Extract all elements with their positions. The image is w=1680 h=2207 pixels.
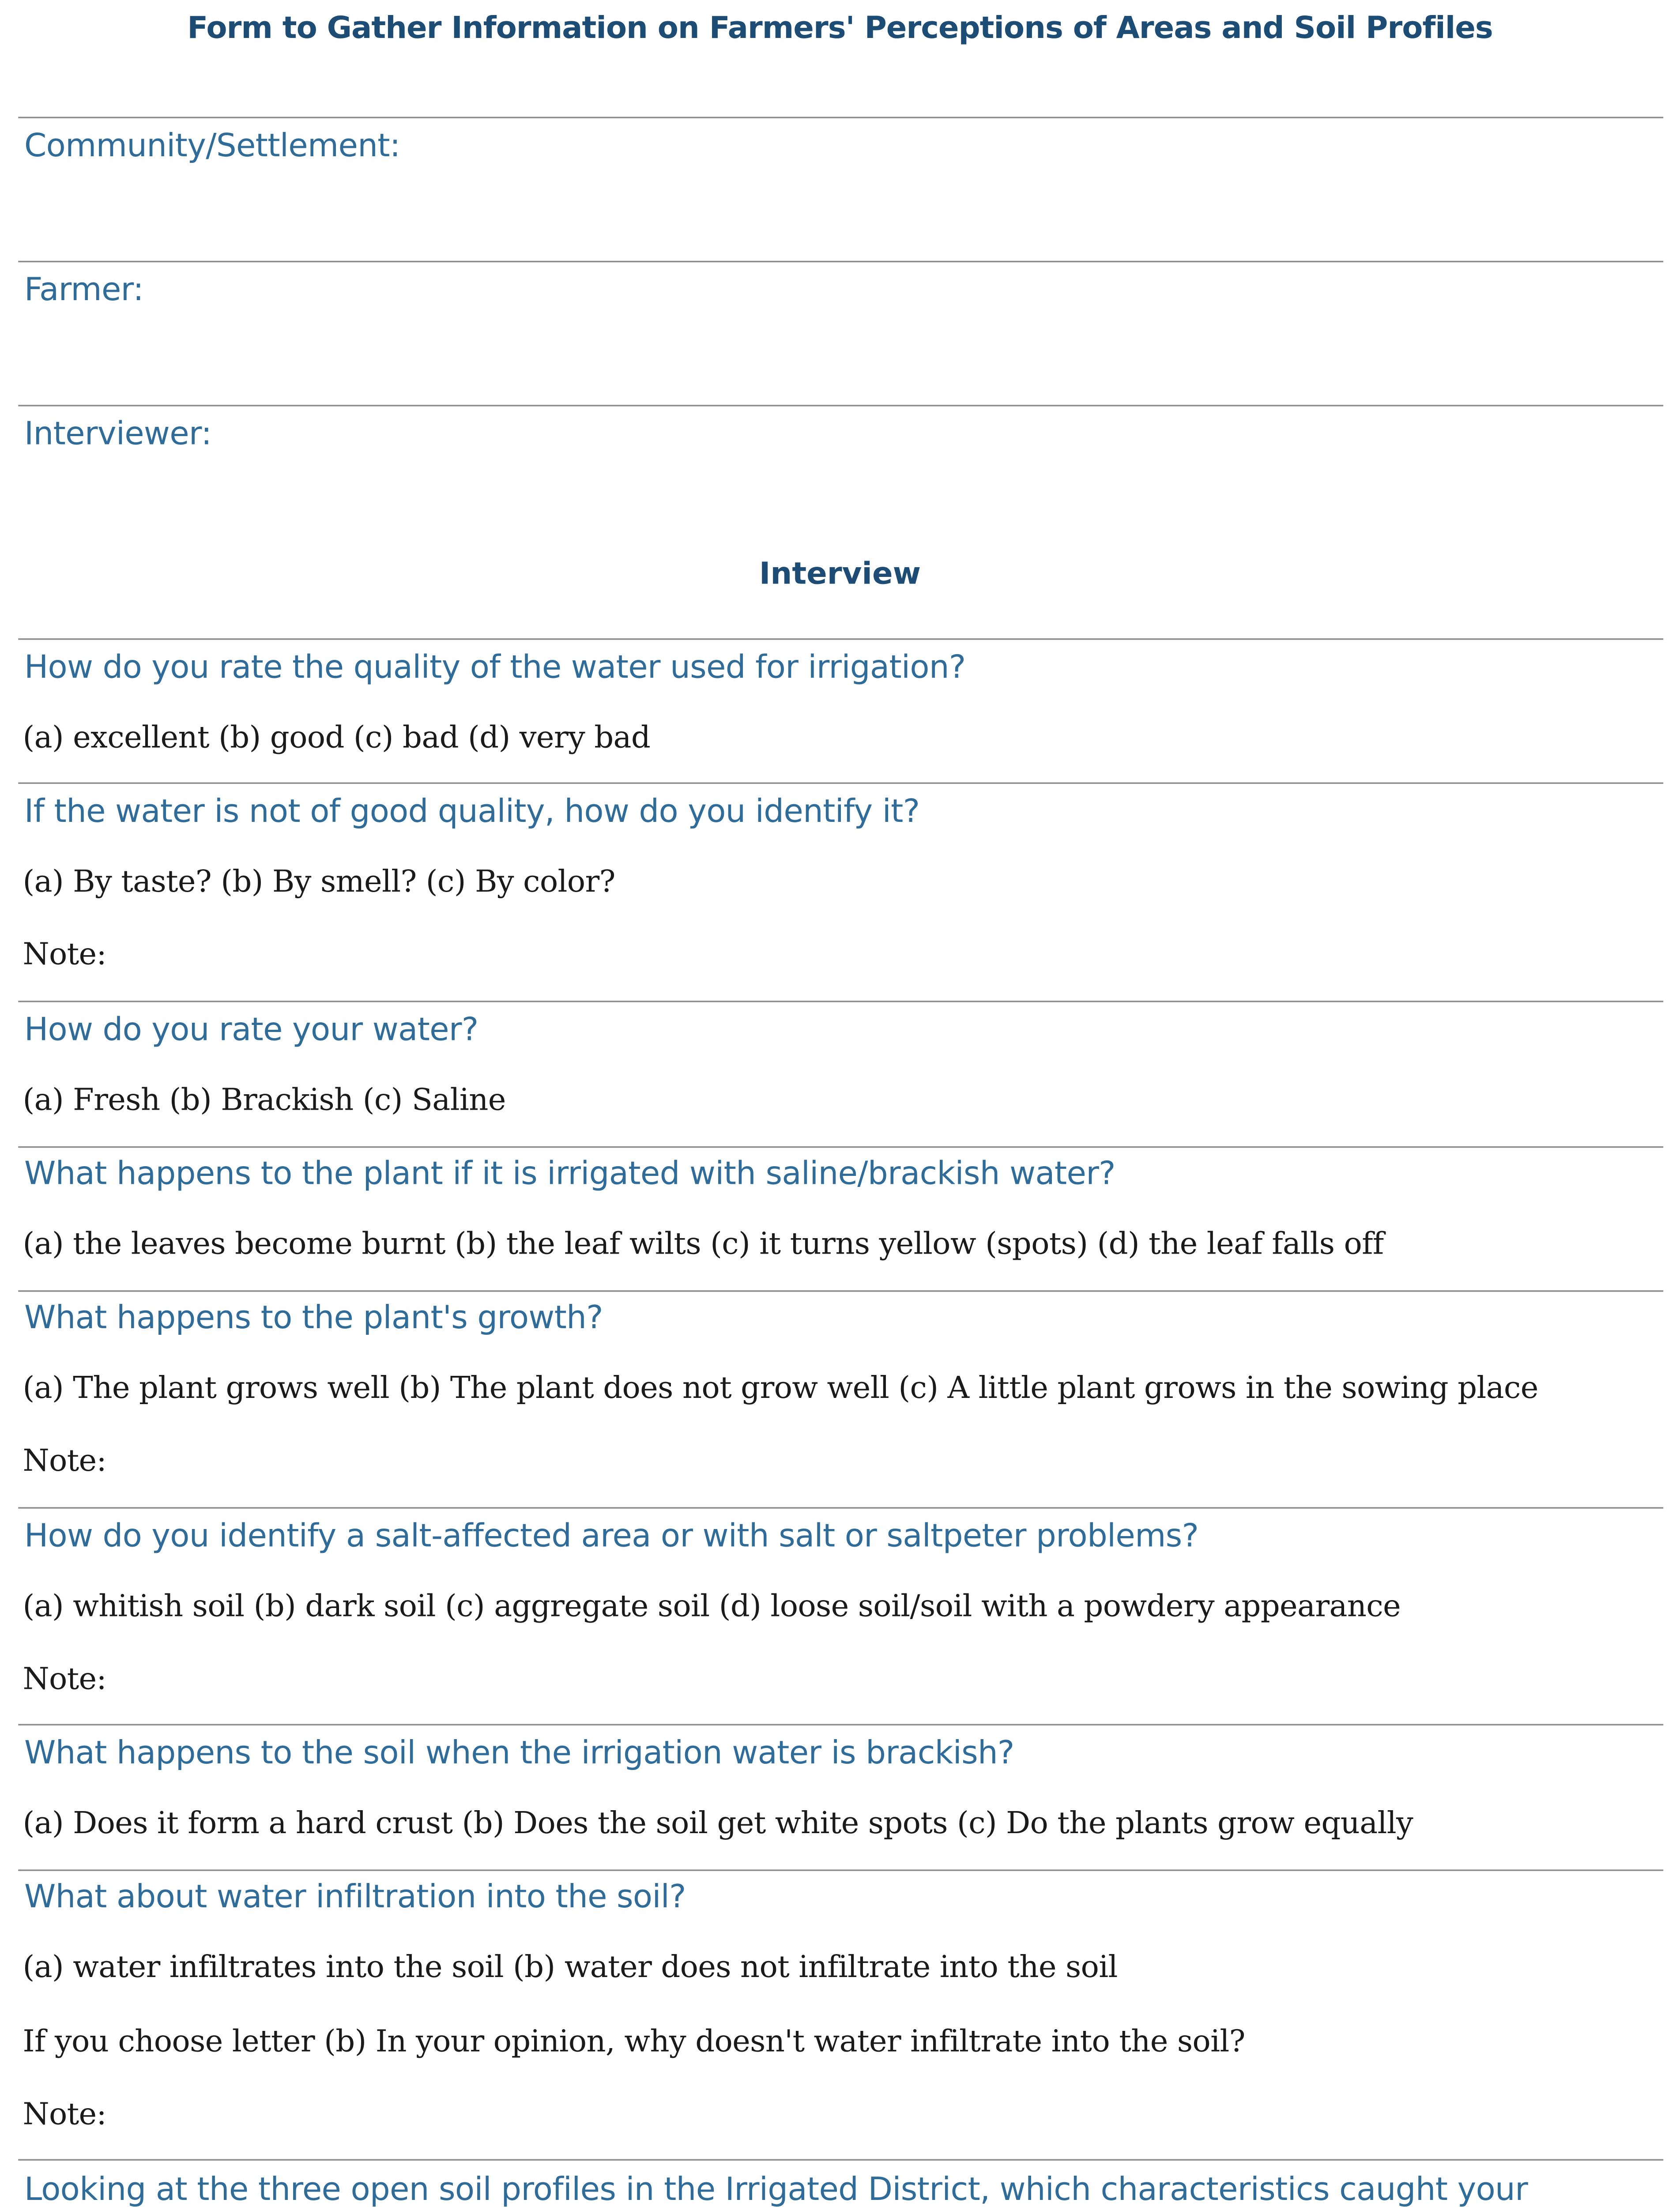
divider — [18, 782, 1663, 783]
answer-options: (a) excellent (b) good (c) bad (d) very bad — [23, 719, 651, 755]
question-text: What happens to the plant's growth? — [24, 1299, 603, 1336]
answer-options: (a) Fresh (b) Brackish (c) Saline — [23, 1081, 506, 1118]
answer-options: (a) the leaves become burnt (b) the leaf wilts (c) it turns yellow (spots) (d) the leaf falls off — [23, 1225, 1384, 1262]
answer-options: (a) By taste? (b) By smell? (c) By color? — [23, 862, 615, 899]
question-text: How do you rate the quality of the water used for irrigation? — [24, 649, 966, 685]
divider — [18, 117, 1663, 118]
note-label: Note: — [23, 935, 106, 972]
interview-heading: Interview — [759, 555, 921, 591]
answer-options: (a) The plant grows well (b) The plant does not grow well (c) A little plant grows in the sowing place — [23, 1369, 1538, 1406]
divider — [18, 405, 1663, 406]
question-text: What happens to the soil when the irrigation water is brackish? — [24, 1734, 1014, 1771]
note-label: Note: — [23, 1660, 106, 1697]
answer-options: (a) Does it form a hard crust (b) Does the soil get white spots (c) Do the plants grow equally — [23, 1804, 1413, 1841]
interviewer-field-label: Interviewer: — [24, 415, 212, 452]
farmer-field-label: Farmer: — [24, 271, 143, 308]
question-text: How do you rate your water? — [24, 1011, 478, 1048]
question-text: If the water is not of good quality, how do you identify it? — [24, 793, 920, 829]
follow-up-question: If you choose letter (b) In your opinion, why doesn't water infiltrate into the soil? — [23, 2022, 1245, 2059]
question-text: What about water infiltration into the soil? — [24, 1878, 686, 1915]
divider — [18, 1001, 1663, 1002]
question-text: How do you identify a salt-affected area or with salt or saltpeter problems? — [24, 1518, 1199, 1554]
divider — [18, 1869, 1663, 1871]
divider — [18, 1724, 1663, 1725]
form-title: Form to Gather Information on Farmers' Perceptions of Areas and Soil Profiles — [187, 9, 1493, 46]
question-text: What happens to the plant if it is irrigated with saline/brackish water? — [24, 1155, 1115, 1192]
answer-options: (a) whitish soil (b) dark soil (c) aggregate soil (d) loose soil/soil with a powdery appearance — [23, 1587, 1401, 1624]
answer-options: (a) water infiltrates into the soil (b) water does not infiltrate into the soil — [23, 1948, 1118, 1985]
note-label: Note: — [23, 2095, 106, 2132]
divider — [18, 1146, 1663, 1148]
community-field-label: Community/Settlement: — [24, 127, 400, 164]
divider — [18, 1507, 1663, 1508]
divider — [18, 261, 1663, 262]
question-text: Looking at the three open soil profiles in the Irrigated District, which characteristics caught your — [24, 2171, 1528, 2207]
note-label: Note: — [23, 1442, 106, 1479]
divider — [18, 1290, 1663, 1292]
divider — [18, 638, 1663, 640]
